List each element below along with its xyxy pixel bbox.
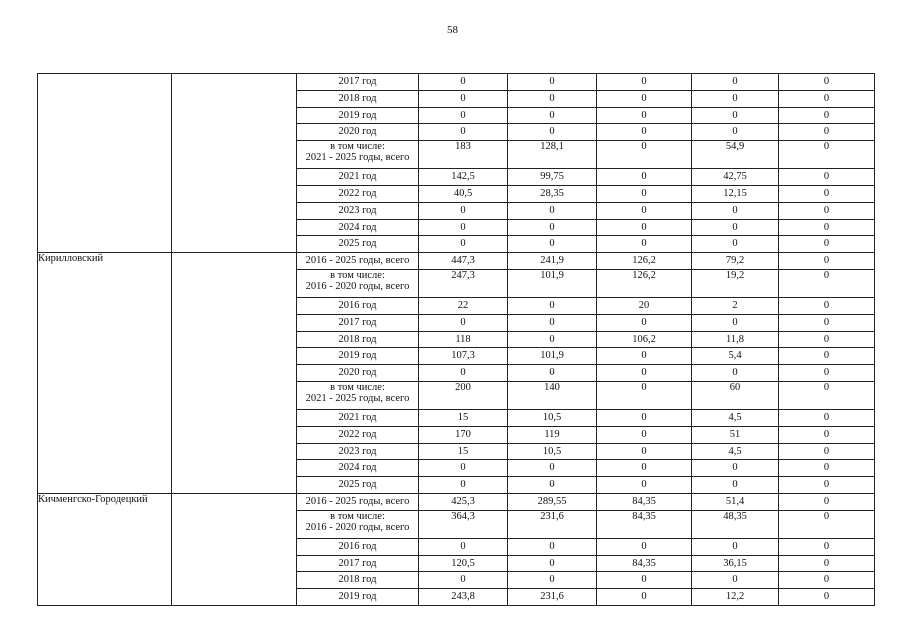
value-cell: 5,4 xyxy=(692,348,779,365)
value-cell: 2 xyxy=(692,297,779,314)
value-cell: 0 xyxy=(419,74,508,91)
value-cell: 0 xyxy=(508,460,597,477)
value-cell: 0 xyxy=(419,202,508,219)
value-cell: 0 xyxy=(692,477,779,494)
value-cell: 19,2 xyxy=(692,269,779,297)
value-cell: 0 xyxy=(779,493,875,510)
period-cell: в том числе: 2021 - 2025 годы, всего xyxy=(297,381,419,409)
value-cell: 0 xyxy=(419,460,508,477)
period-cell: 2022 год xyxy=(297,185,419,202)
value-cell: 0 xyxy=(597,409,692,426)
period-cell: 2021 год xyxy=(297,169,419,186)
value-cell: 0 xyxy=(419,477,508,494)
value-cell: 0 xyxy=(597,314,692,331)
period-cell: 2019 год xyxy=(297,589,419,606)
value-cell: 0 xyxy=(419,219,508,236)
value-cell: 0 xyxy=(597,107,692,124)
value-cell: 0 xyxy=(692,202,779,219)
value-cell: 12,15 xyxy=(692,185,779,202)
blank-cell xyxy=(172,493,297,605)
value-cell: 36,15 xyxy=(692,555,779,572)
value-cell: 28,35 xyxy=(508,185,597,202)
value-cell: 0 xyxy=(779,253,875,270)
value-cell: 0 xyxy=(597,219,692,236)
blank-cell xyxy=(172,253,297,494)
value-cell: 51,4 xyxy=(692,493,779,510)
value-cell: 84,35 xyxy=(597,510,692,538)
value-cell: 99,75 xyxy=(508,169,597,186)
value-cell: 40,5 xyxy=(419,185,508,202)
period-cell: 2020 год xyxy=(297,365,419,382)
period-cell: 2024 год xyxy=(297,460,419,477)
value-cell: 0 xyxy=(779,124,875,141)
value-cell: 0 xyxy=(779,297,875,314)
period-cell: 2020 год xyxy=(297,124,419,141)
value-cell: 0 xyxy=(597,202,692,219)
value-cell: 60 xyxy=(692,381,779,409)
period-cell: 2025 год xyxy=(297,236,419,253)
value-cell: 0 xyxy=(597,538,692,555)
value-cell: 0 xyxy=(779,477,875,494)
value-cell: 101,9 xyxy=(508,348,597,365)
value-cell: 0 xyxy=(692,236,779,253)
period-cell: 2016 год xyxy=(297,538,419,555)
value-cell: 20 xyxy=(597,297,692,314)
value-cell: 0 xyxy=(779,185,875,202)
value-cell: 0 xyxy=(508,236,597,253)
value-cell: 51 xyxy=(692,426,779,443)
value-cell: 0 xyxy=(779,141,875,169)
period-cell: в том числе: 2016 - 2020 годы, всего xyxy=(297,269,419,297)
value-cell: 0 xyxy=(597,141,692,169)
period-cell: 2016 - 2025 годы, всего xyxy=(297,493,419,510)
region-cell: Кирилловский xyxy=(38,253,172,494)
value-cell: 200 xyxy=(419,381,508,409)
value-cell: 15 xyxy=(419,443,508,460)
value-cell: 0 xyxy=(597,90,692,107)
table-row xyxy=(38,253,875,270)
value-cell: 0 xyxy=(779,426,875,443)
value-cell: 0 xyxy=(419,572,508,589)
page-number: 58 xyxy=(447,24,458,36)
value-cell: 0 xyxy=(508,297,597,314)
value-cell: 10,5 xyxy=(508,409,597,426)
blank-cell xyxy=(172,74,297,253)
value-cell: 0 xyxy=(419,365,508,382)
value-cell: 0 xyxy=(779,538,875,555)
value-cell: 0 xyxy=(692,538,779,555)
value-cell: 0 xyxy=(597,185,692,202)
value-cell: 170 xyxy=(419,426,508,443)
value-cell: 84,35 xyxy=(597,555,692,572)
value-cell: 0 xyxy=(597,460,692,477)
period-cell: 2023 год xyxy=(297,202,419,219)
value-cell: 79,2 xyxy=(692,253,779,270)
value-cell: 0 xyxy=(597,426,692,443)
value-cell: 0 xyxy=(597,169,692,186)
value-cell: 247,3 xyxy=(419,269,508,297)
value-cell: 0 xyxy=(508,538,597,555)
value-cell: 118 xyxy=(419,331,508,348)
value-cell: 42,75 xyxy=(692,169,779,186)
table-row xyxy=(38,74,875,91)
value-cell: 10,5 xyxy=(508,443,597,460)
value-cell: 0 xyxy=(779,331,875,348)
value-cell: 0 xyxy=(508,107,597,124)
value-cell: 54,9 xyxy=(692,141,779,169)
value-cell: 0 xyxy=(692,107,779,124)
value-cell: 0 xyxy=(597,124,692,141)
value-cell: 101,9 xyxy=(508,269,597,297)
value-cell: 0 xyxy=(779,381,875,409)
value-cell: 0 xyxy=(692,219,779,236)
value-cell: 22 xyxy=(419,297,508,314)
table-row xyxy=(38,493,875,510)
value-cell: 0 xyxy=(779,510,875,538)
value-cell: 84,35 xyxy=(597,493,692,510)
value-cell: 0 xyxy=(597,381,692,409)
period-cell: 2019 год xyxy=(297,348,419,365)
value-cell: 0 xyxy=(779,169,875,186)
period-cell: 2016 - 2025 годы, всего xyxy=(297,253,419,270)
value-cell: 4,5 xyxy=(692,409,779,426)
value-cell: 119 xyxy=(508,426,597,443)
period-cell: 2018 год xyxy=(297,572,419,589)
value-cell: 0 xyxy=(419,90,508,107)
value-cell: 183 xyxy=(419,141,508,169)
value-cell: 0 xyxy=(508,124,597,141)
value-cell: 0 xyxy=(597,589,692,606)
period-cell: 2019 год xyxy=(297,107,419,124)
value-cell: 0 xyxy=(779,219,875,236)
value-cell: 0 xyxy=(419,314,508,331)
period-cell: 2016 год xyxy=(297,297,419,314)
value-cell: 0 xyxy=(508,555,597,572)
value-cell: 0 xyxy=(508,331,597,348)
value-cell: 0 xyxy=(779,572,875,589)
value-cell: 0 xyxy=(779,74,875,91)
value-cell: 0 xyxy=(779,460,875,477)
value-cell: 0 xyxy=(692,572,779,589)
region-cell: Кичменгско-Городецкий xyxy=(38,493,172,605)
value-cell: 0 xyxy=(779,365,875,382)
value-cell: 0 xyxy=(692,365,779,382)
value-cell: 0 xyxy=(779,409,875,426)
value-cell: 0 xyxy=(779,202,875,219)
value-cell: 0 xyxy=(779,589,875,606)
period-cell: 2017 год xyxy=(297,314,419,331)
value-cell: 140 xyxy=(508,381,597,409)
value-cell: 425,3 xyxy=(419,493,508,510)
period-cell: 2022 год xyxy=(297,426,419,443)
value-cell: 142,5 xyxy=(419,169,508,186)
value-cell: 107,3 xyxy=(419,348,508,365)
value-cell: 0 xyxy=(779,107,875,124)
value-cell: 0 xyxy=(508,90,597,107)
value-cell: 15 xyxy=(419,409,508,426)
value-cell: 0 xyxy=(692,314,779,331)
value-cell: 0 xyxy=(779,90,875,107)
value-cell: 0 xyxy=(508,314,597,331)
period-cell: 2025 год xyxy=(297,477,419,494)
value-cell: 0 xyxy=(779,236,875,253)
value-cell: 0 xyxy=(779,443,875,460)
period-cell: 2023 год xyxy=(297,443,419,460)
value-cell: 0 xyxy=(692,460,779,477)
value-cell: 0 xyxy=(779,269,875,297)
value-cell: 0 xyxy=(508,219,597,236)
value-cell: 12,2 xyxy=(692,589,779,606)
value-cell: 0 xyxy=(508,74,597,91)
period-cell: в том числе: 2021 - 2025 годы, всего xyxy=(297,141,419,169)
period-cell: 2021 год xyxy=(297,409,419,426)
value-cell: 0 xyxy=(508,477,597,494)
value-cell: 0 xyxy=(779,348,875,365)
value-cell: 447,3 xyxy=(419,253,508,270)
value-cell: 126,2 xyxy=(597,269,692,297)
period-cell: 2017 год xyxy=(297,555,419,572)
period-cell: 2018 год xyxy=(297,90,419,107)
value-cell: 231,6 xyxy=(508,589,597,606)
value-cell: 289,55 xyxy=(508,493,597,510)
value-cell: 0 xyxy=(692,124,779,141)
value-cell: 0 xyxy=(419,107,508,124)
value-cell: 241,9 xyxy=(508,253,597,270)
value-cell: 120,5 xyxy=(419,555,508,572)
value-cell: 0 xyxy=(779,555,875,572)
value-cell: 0 xyxy=(597,477,692,494)
value-cell: 0 xyxy=(692,90,779,107)
value-cell: 128,1 xyxy=(508,141,597,169)
funding-table xyxy=(37,73,875,606)
value-cell: 126,2 xyxy=(597,253,692,270)
value-cell: 0 xyxy=(597,572,692,589)
value-cell: 0 xyxy=(597,236,692,253)
value-cell: 4,5 xyxy=(692,443,779,460)
value-cell: 0 xyxy=(779,314,875,331)
value-cell: 0 xyxy=(692,74,779,91)
value-cell: 0 xyxy=(597,443,692,460)
value-cell: 243,8 xyxy=(419,589,508,606)
period-cell: 2018 год xyxy=(297,331,419,348)
value-cell: 0 xyxy=(508,572,597,589)
period-cell: в том числе: 2016 - 2020 годы, всего xyxy=(297,510,419,538)
value-cell: 0 xyxy=(597,348,692,365)
value-cell: 231,6 xyxy=(508,510,597,538)
value-cell: 0 xyxy=(419,538,508,555)
value-cell: 106,2 xyxy=(597,331,692,348)
value-cell: 0 xyxy=(508,202,597,219)
period-cell: 2024 год xyxy=(297,219,419,236)
region-cell xyxy=(38,74,172,253)
value-cell: 0 xyxy=(419,236,508,253)
value-cell: 0 xyxy=(508,365,597,382)
value-cell: 11,8 xyxy=(692,331,779,348)
value-cell: 0 xyxy=(419,124,508,141)
value-cell: 364,3 xyxy=(419,510,508,538)
value-cell: 0 xyxy=(597,365,692,382)
value-cell: 0 xyxy=(597,74,692,91)
period-cell: 2017 год xyxy=(297,74,419,91)
value-cell: 48,35 xyxy=(692,510,779,538)
